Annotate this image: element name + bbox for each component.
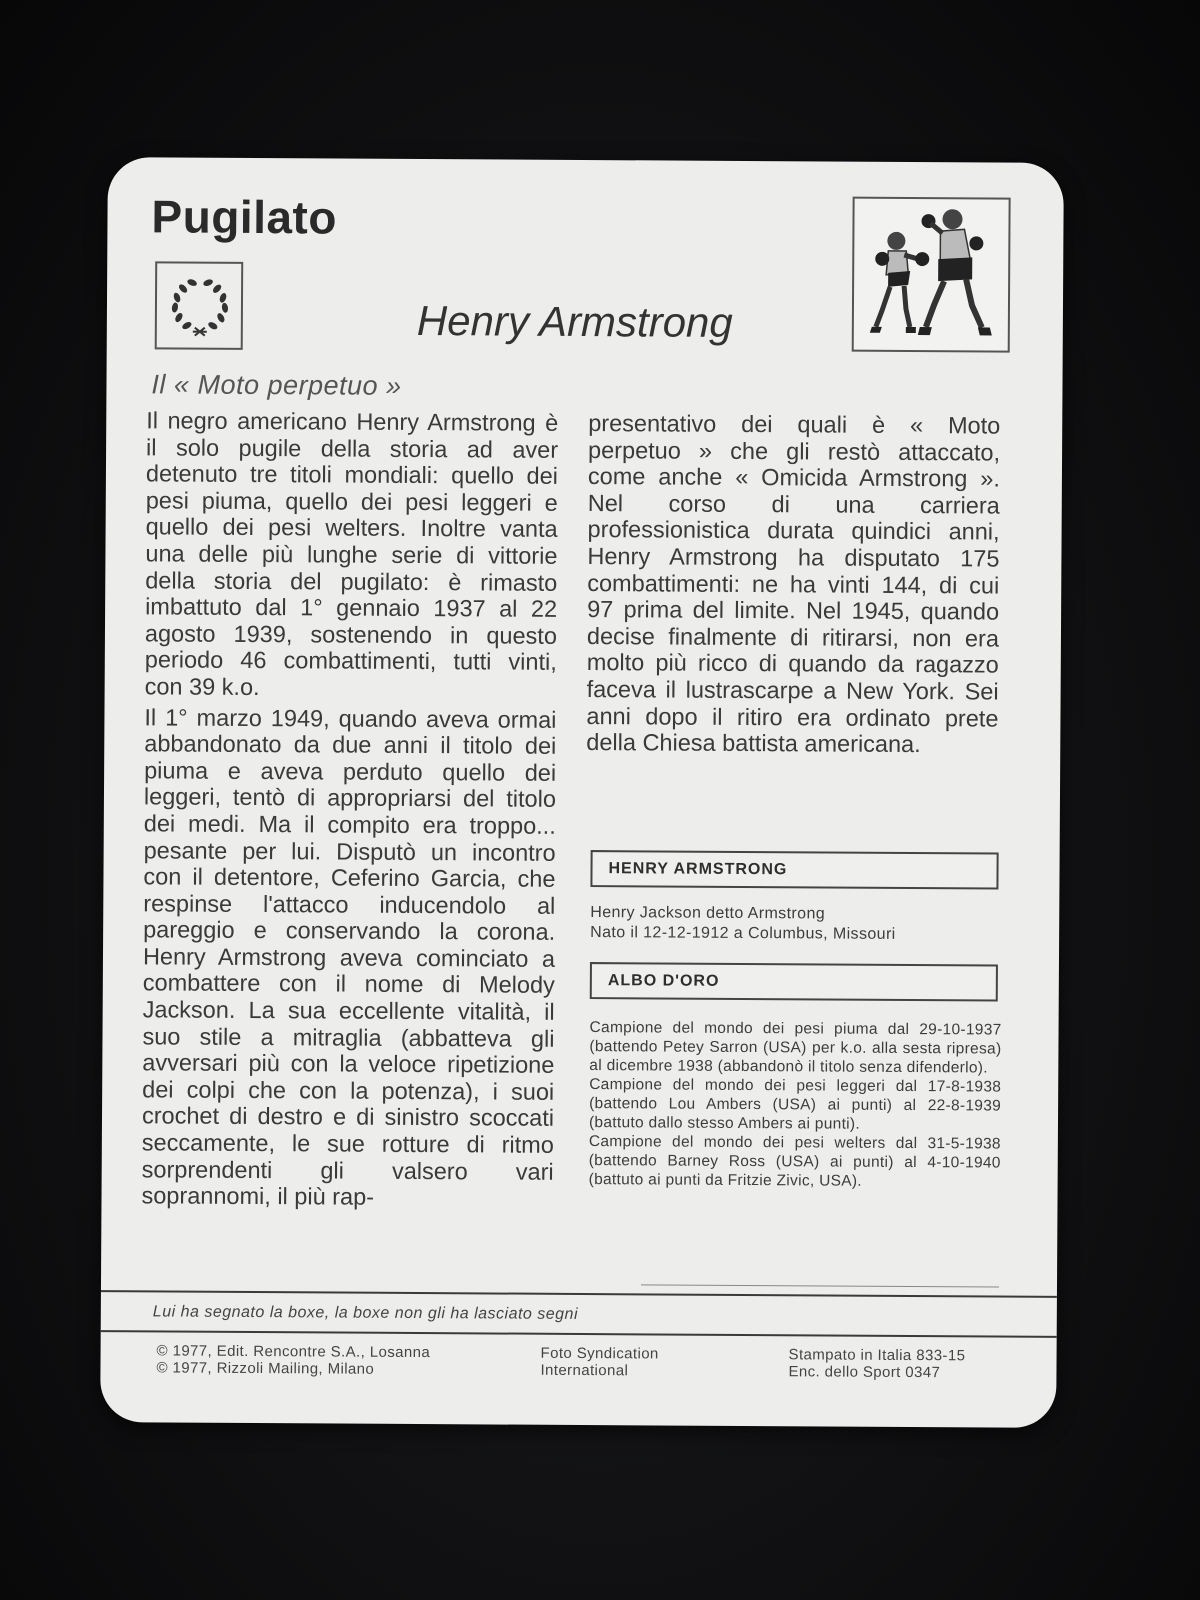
- trading-card: [100, 157, 1064, 1428]
- profile-details: [590, 903, 1002, 946]
- photo-credit-line: Foto Syndication: [540, 1344, 659, 1363]
- albo-heading: ALBO D'ORO: [590, 962, 998, 1001]
- profile-birth: Nato il 12-12-1912 a Columbus, Missouri: [590, 924, 896, 943]
- print-info: [788, 1346, 965, 1381]
- albo-entry: Campione del mondo dei pesi piuma dal 29-10-1937 (battendo Petey Sarron (USA) per k.o. alla sesta ripresa) al dicembre 1938 (abbandonò il titolo senza difenderlo).: [589, 1019, 1002, 1077]
- divider: [101, 1290, 1057, 1298]
- photo-credit: [540, 1345, 658, 1380]
- article-column-left: [141, 407, 558, 1211]
- article-paragraph: presentativo dei quali è « Moto perpetuo » che gli restò attaccato, come anche « Omicida Armstrong ». Nel corso di una carriera professionistica durata quindici anni, Henry Armstrong ha disputato 175 combattimenti: ne ha vinti 144, di cui 97 prima del limite. Nel 1945, quando decise finalmente di ritirarsi, non era molto più ricco di quando da ragazzo faceva il lustrascarpe a New York. Sei anni dopo il ritiro era ordinato prete della Chiesa battista americana.: [586, 410, 1001, 758]
- albo-list: [589, 1018, 1002, 1192]
- copyright-line: © 1977, Rizzoli Mailing, Milano: [156, 1359, 375, 1378]
- albo-entry: Campione del mondo dei pesi leggeri dal 17-8-1938 (battendo Lou Ambers (USA) ai punti) al 22-8-1939 (battuto dallo stesso Ambers ai punti).: [588, 1076, 1002, 1133]
- profile-heading: HENRY ARMSTRONG: [590, 850, 998, 889]
- motto: Lui ha segnato la boxe, la boxe non gli ha lasciato segni: [152, 1303, 579, 1323]
- article-paragraph: Il 1° marzo 1949, quando aveva ormai abbandonato da due anni il titolo dei piuma e aveva perduto quello dei leggeri, tentò di appropriarsi del titolo dei medi. Ma il compito era troppo... pesante per lui. Disputò un incontro con il detentore, Ceferino Garcia, che respinse l'attacco inducendolo al pareggio e conservando la corona. Henry Armstrong aveva cominciato a combattere con il nome di Melody Jackson. La sua eccellente vitalità, il suo stile a mitraglia (abbatteva gli avversari più con la veloce ripetizione dei colpi che con la potenza), i suoi crochet di destro e di sinistro scoccati seccamente, le sue rotture di ritmo sorprendenti gli valsero vari soprannomi, il più rap-: [141, 703, 557, 1210]
- article-column-right: [586, 410, 1000, 758]
- albo-entry: Campione del mondo dei pesi welters dal 31-5-1938 (battendo Barney Ross (USA) ai punti) al 4-10-1940 (battuto ai punti da Fritzie Zivic, USA).: [588, 1133, 1001, 1190]
- profile-real-name: Henry Jackson detto Armstrong: [590, 904, 826, 923]
- article-subtitle: Il « Moto perpetuo »: [151, 369, 402, 401]
- divider: [101, 1330, 1057, 1338]
- article-paragraph: Il negro americano Henry Armstrong è il solo pugile della storia ad aver detenuto tre titoli mondiali: quello dei pesi piuma, quello dei pesi leggeri e quello dei pesi welters. Inoltre vanta una delle più lunghe serie di vittorie della storia del pugilato: è rimasto imbattuto dal 1° gennaio 1937 al 22 agosto 1939, sostenendo in questo periodo 46 combattimenti, tutti vinti, con 39 k.o.: [144, 407, 559, 700]
- print-info-line: Enc. dello Sport 0347: [788, 1363, 941, 1382]
- copyright-block: [156, 1342, 430, 1378]
- athlete-name: Henry Armstrong: [416, 296, 733, 346]
- sport-title: Pugilato: [151, 190, 338, 244]
- laurel-wreath-icon: [155, 261, 244, 350]
- divider: [641, 1284, 999, 1287]
- print-info-line: Stampato in Italia 833-15: [788, 1346, 966, 1365]
- photo-credit-line: International: [540, 1361, 629, 1380]
- boxers-illustration: [852, 197, 1011, 353]
- copyright-line: © 1977, Edit. Rencontre S.A., Losanna: [156, 1342, 431, 1362]
